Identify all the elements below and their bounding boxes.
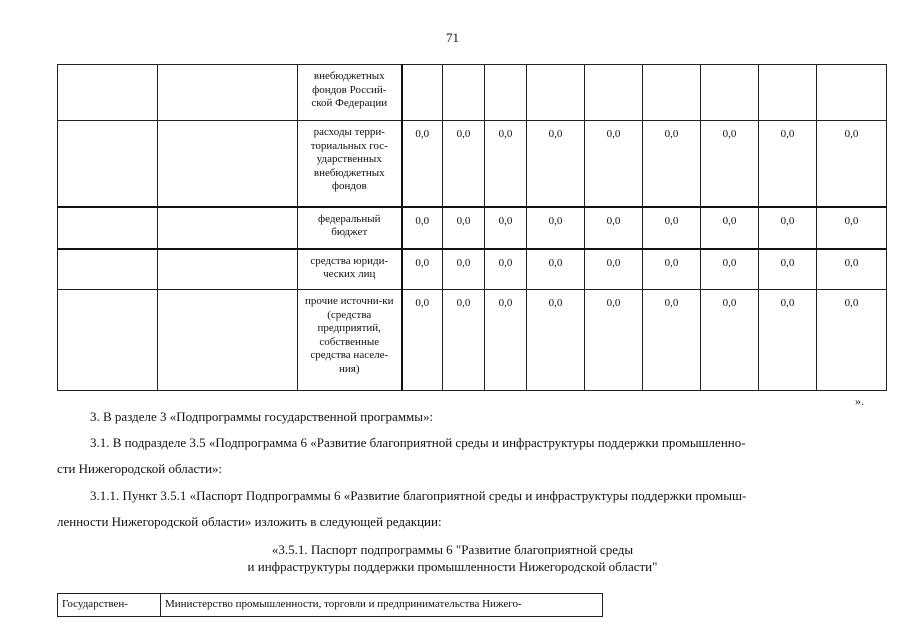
value-cell: 0,0	[527, 207, 585, 249]
value-cell: 0,0	[643, 207, 701, 249]
value-cell: 0,0	[643, 121, 701, 207]
value-cell: 0,0	[817, 207, 887, 249]
value-cell: 0,0	[701, 121, 759, 207]
page-number: 71	[446, 30, 459, 45]
value-cell: 0,0	[485, 290, 527, 391]
budget-row	[58, 249, 887, 290]
value-cell: 0,0	[701, 207, 759, 249]
passport-value-cell: Министерство промышленности, торговли и предпринимательства Нижего-	[161, 594, 603, 617]
passport-label-cell: Государствен-	[58, 594, 161, 617]
funding-source-cell: прочие источни-ки (средства предприятий, собственные средства населе-ния)	[298, 290, 402, 391]
value-cell: 0,0	[759, 249, 817, 290]
empty-cell	[158, 207, 298, 249]
value-cell: 0,0	[402, 290, 443, 391]
empty-cell	[58, 121, 158, 207]
value-cell: 0,0	[485, 121, 527, 207]
empty-cell	[158, 290, 298, 391]
funding-source-cell: федеральный бюджет	[298, 207, 402, 249]
value-cell: 0,0	[759, 290, 817, 391]
value-cell	[585, 65, 643, 121]
value-cell: 0,0	[643, 290, 701, 391]
passport-heading-line2: и инфраструктуры поддержки промышленности Нижегородской области"	[247, 559, 658, 574]
budget-table	[57, 64, 887, 391]
value-cell	[485, 65, 527, 121]
value-cell: 0,0	[402, 249, 443, 290]
funding-source-cell: средства юриди-ческих лиц	[298, 249, 402, 290]
value-cell: 0,0	[485, 207, 527, 249]
passport-table	[57, 593, 603, 617]
paragraph-subsection-3-1: 3.1. В подразделе 3.5 «Подпрограмма 6 «Развитие благоприятной среды и инфраструктуры поддержки промышленно-	[90, 435, 746, 450]
value-cell: 0,0	[759, 207, 817, 249]
empty-cell	[58, 207, 158, 249]
value-cell: 0,0	[585, 249, 643, 290]
empty-cell	[58, 65, 158, 121]
funding-source-cell: внебюджетных фондов Россий-ской Федерации	[298, 65, 402, 121]
budget-row	[58, 65, 887, 121]
empty-cell	[158, 121, 298, 207]
value-cell: 0,0	[585, 121, 643, 207]
value-cell: 0,0	[402, 121, 443, 207]
funding-source-cell: расходы терри-ториальных гос-ударственных внебюджетных фондов	[298, 121, 402, 207]
value-cell	[443, 65, 485, 121]
value-cell: 0,0	[585, 290, 643, 391]
value-cell: 0,0	[701, 249, 759, 290]
value-cell	[643, 65, 701, 121]
paragraph-item-3-1-1-cont: ленности Нижегородской области» изложить в следующей редакции:	[57, 514, 442, 529]
value-cell: 0,0	[585, 207, 643, 249]
passport-row	[58, 594, 603, 617]
value-cell: 0,0	[759, 121, 817, 207]
value-cell: 0,0	[402, 207, 443, 249]
budget-row	[58, 121, 887, 207]
passport-heading-line1: «3.5.1. Паспорт подпрограммы 6 "Развитие благоприятной среды	[271, 542, 634, 557]
paragraph-item-3-1-1: 3.1.1. Пункт 3.5.1 «Паспорт Подпрограммы 6 «Развитие благоприятной среды и инфраструктуры поддержки промыш-	[90, 488, 747, 503]
value-cell: 0,0	[443, 249, 485, 290]
value-cell: 0,0	[527, 290, 585, 391]
value-cell: 0,0	[701, 290, 759, 391]
value-cell: 0,0	[643, 249, 701, 290]
empty-cell	[158, 249, 298, 290]
value-cell	[701, 65, 759, 121]
value-cell: 0,0	[443, 121, 485, 207]
value-cell: 0,0	[527, 249, 585, 290]
value-cell: 0,0	[817, 290, 887, 391]
value-cell: 0,0	[443, 207, 485, 249]
paragraph-subsection-3-1-cont: сти Нижегородской области»:	[57, 461, 223, 476]
value-cell	[817, 65, 887, 121]
value-cell	[527, 65, 585, 121]
closing-quote: ».	[855, 394, 864, 408]
budget-row	[58, 207, 887, 249]
budget-row	[58, 290, 887, 391]
value-cell: 0,0	[817, 249, 887, 290]
empty-cell	[158, 65, 298, 121]
value-cell: 0,0	[817, 121, 887, 207]
paragraph-section-3: 3. В разделе 3 «Подпрограммы государственной программы»:	[90, 409, 434, 424]
value-cell: 0,0	[485, 249, 527, 290]
empty-cell	[58, 249, 158, 290]
value-cell	[759, 65, 817, 121]
value-cell	[402, 65, 443, 121]
value-cell: 0,0	[527, 121, 585, 207]
value-cell: 0,0	[443, 290, 485, 391]
empty-cell	[58, 290, 158, 391]
